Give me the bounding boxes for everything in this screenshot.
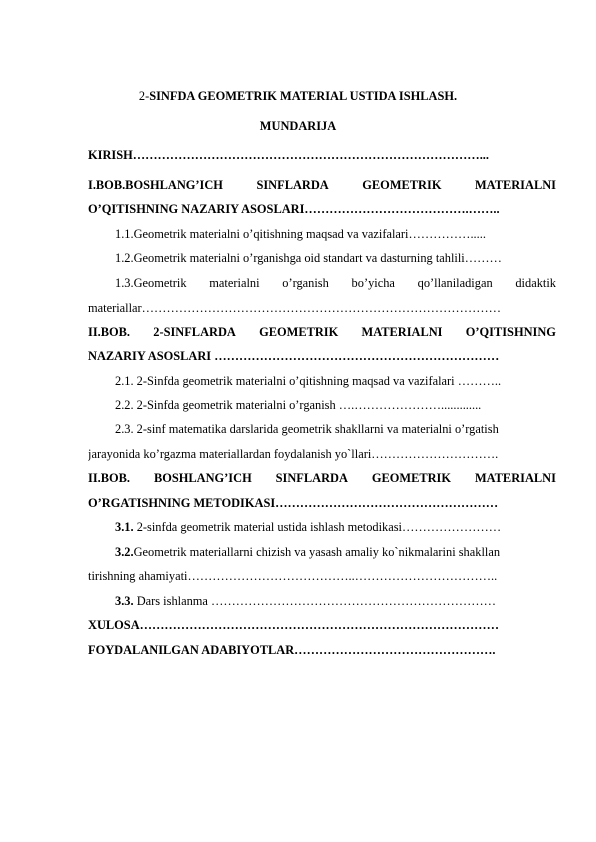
toc-word: bo’yicha (351, 276, 395, 290)
toc-chapter-1-line-2: O’QITISHNING NAZARIY ASOSLARI………………………………….…….. (88, 202, 500, 216)
toc-word: SINFLARDA (256, 178, 329, 192)
toc-word: GEOMETRIK (259, 325, 339, 339)
toc-heading: MUNDARIJA (259, 119, 337, 133)
toc-chapter-2-line-1 (88, 325, 556, 340)
title-main: SINFDA GEOMETRIK MATERIAL USTIDA ISHLASH. (149, 89, 458, 103)
toc-word: 2-SINFLARDA (153, 325, 236, 339)
toc-section-3-3 (115, 594, 556, 609)
toc-section-text: 2-sinfda geometrik material ustida ishlash metodikasi…………………… (133, 520, 502, 534)
toc-section-2-3-line-1: 2.3. 2-sinf matematika darslarida geometrik shakllarni va materialni o’rgatish (115, 422, 499, 436)
toc-section-3-2-line-2: tirishning ahamiyati…………………………………..…………………………….. (88, 569, 498, 583)
toc-chapter-3-line-1 (88, 471, 556, 486)
toc-word: O’QITISHNING (465, 325, 556, 339)
toc-word: II.BOB. (88, 471, 131, 485)
toc-section-3-2-line-1 (115, 545, 556, 560)
toc-word: GEOMETRIK (362, 178, 442, 192)
toc-section-number: 3.2. (115, 545, 134, 559)
toc-word: o’rganish (282, 276, 329, 290)
toc-word: 1.3.Geometrik (115, 276, 187, 290)
toc-section-number: 3.1. (115, 520, 134, 534)
document-title (0, 89, 596, 104)
toc-word: qo’llaniladigan (417, 276, 493, 290)
toc-word: BOSHLANG’ICH (153, 471, 252, 485)
toc-section-text: Geometrik materiallarni chizish va yasash amaliy ko`nikmalarini shakllan (133, 545, 501, 559)
toc-word: materialni (209, 276, 260, 290)
toc-section-1-3-line-2: materiallar…………………………………………………………………………… (88, 301, 501, 315)
toc-entry-foydalanilgan-adabiyotlar: FOYDALANILGAN ADABIYOTLAR…………………………………………. (88, 643, 496, 657)
toc-section-text: Dars ishlanma …………………………………………………………… (133, 594, 497, 608)
toc-chapter-2-line-2: NAZARIY ASOSLARI …………………………………………………………… (88, 349, 500, 363)
toc-section-1-1: 1.1.Geometrik materialni o’qitishning maqsad va vazifalari……………..... (115, 227, 486, 241)
toc-section-2-3-line-2: jarayonida ko’rgazma materiallardan foydalanish yo`llari…………………………. (88, 447, 499, 461)
toc-entry-xulosa: XULOSA…………………………………………………………………………… (88, 618, 499, 632)
toc-section-1-3-line-1 (115, 276, 556, 291)
toc-entry-kirish: KIRISH…………………………………………………………………………... (88, 148, 489, 162)
toc-section-number: 3.3. (115, 594, 134, 608)
toc-word: MATERIALNI (474, 178, 556, 192)
toc-word: GEOMETRIK (371, 471, 452, 485)
toc-section-2-1: 2.1. 2-Sinfda geometrik materialni o’qitishning maqsad va vazifalari ……….. (115, 374, 502, 388)
title-prefix: 2- (138, 89, 150, 103)
toc-word: MATERIALNI (361, 325, 443, 339)
toc-word: I.BOB.BOSHLANG’ICH (88, 178, 223, 192)
toc-word: MATERIALNI (474, 471, 556, 485)
toc-section-1-2: 1.2.Geometrik materialni o’rganishga oid standart va dasturning tahlili……… (115, 251, 502, 265)
toc-section-3-1 (115, 520, 556, 535)
toc-word: II.BOB. (88, 325, 131, 339)
toc-word: SINFLARDA (275, 471, 348, 485)
toc-section-2-2: 2.2. 2-Sinfda geometrik materialni o’rganish ….…………………............. (115, 398, 482, 412)
toc-chapter-3-line-2: O’RGATISHNING METODIKASI……………………………………………… (88, 496, 499, 510)
toc-chapter-1-line-1 (88, 178, 556, 193)
toc-word: didaktik (515, 276, 556, 290)
